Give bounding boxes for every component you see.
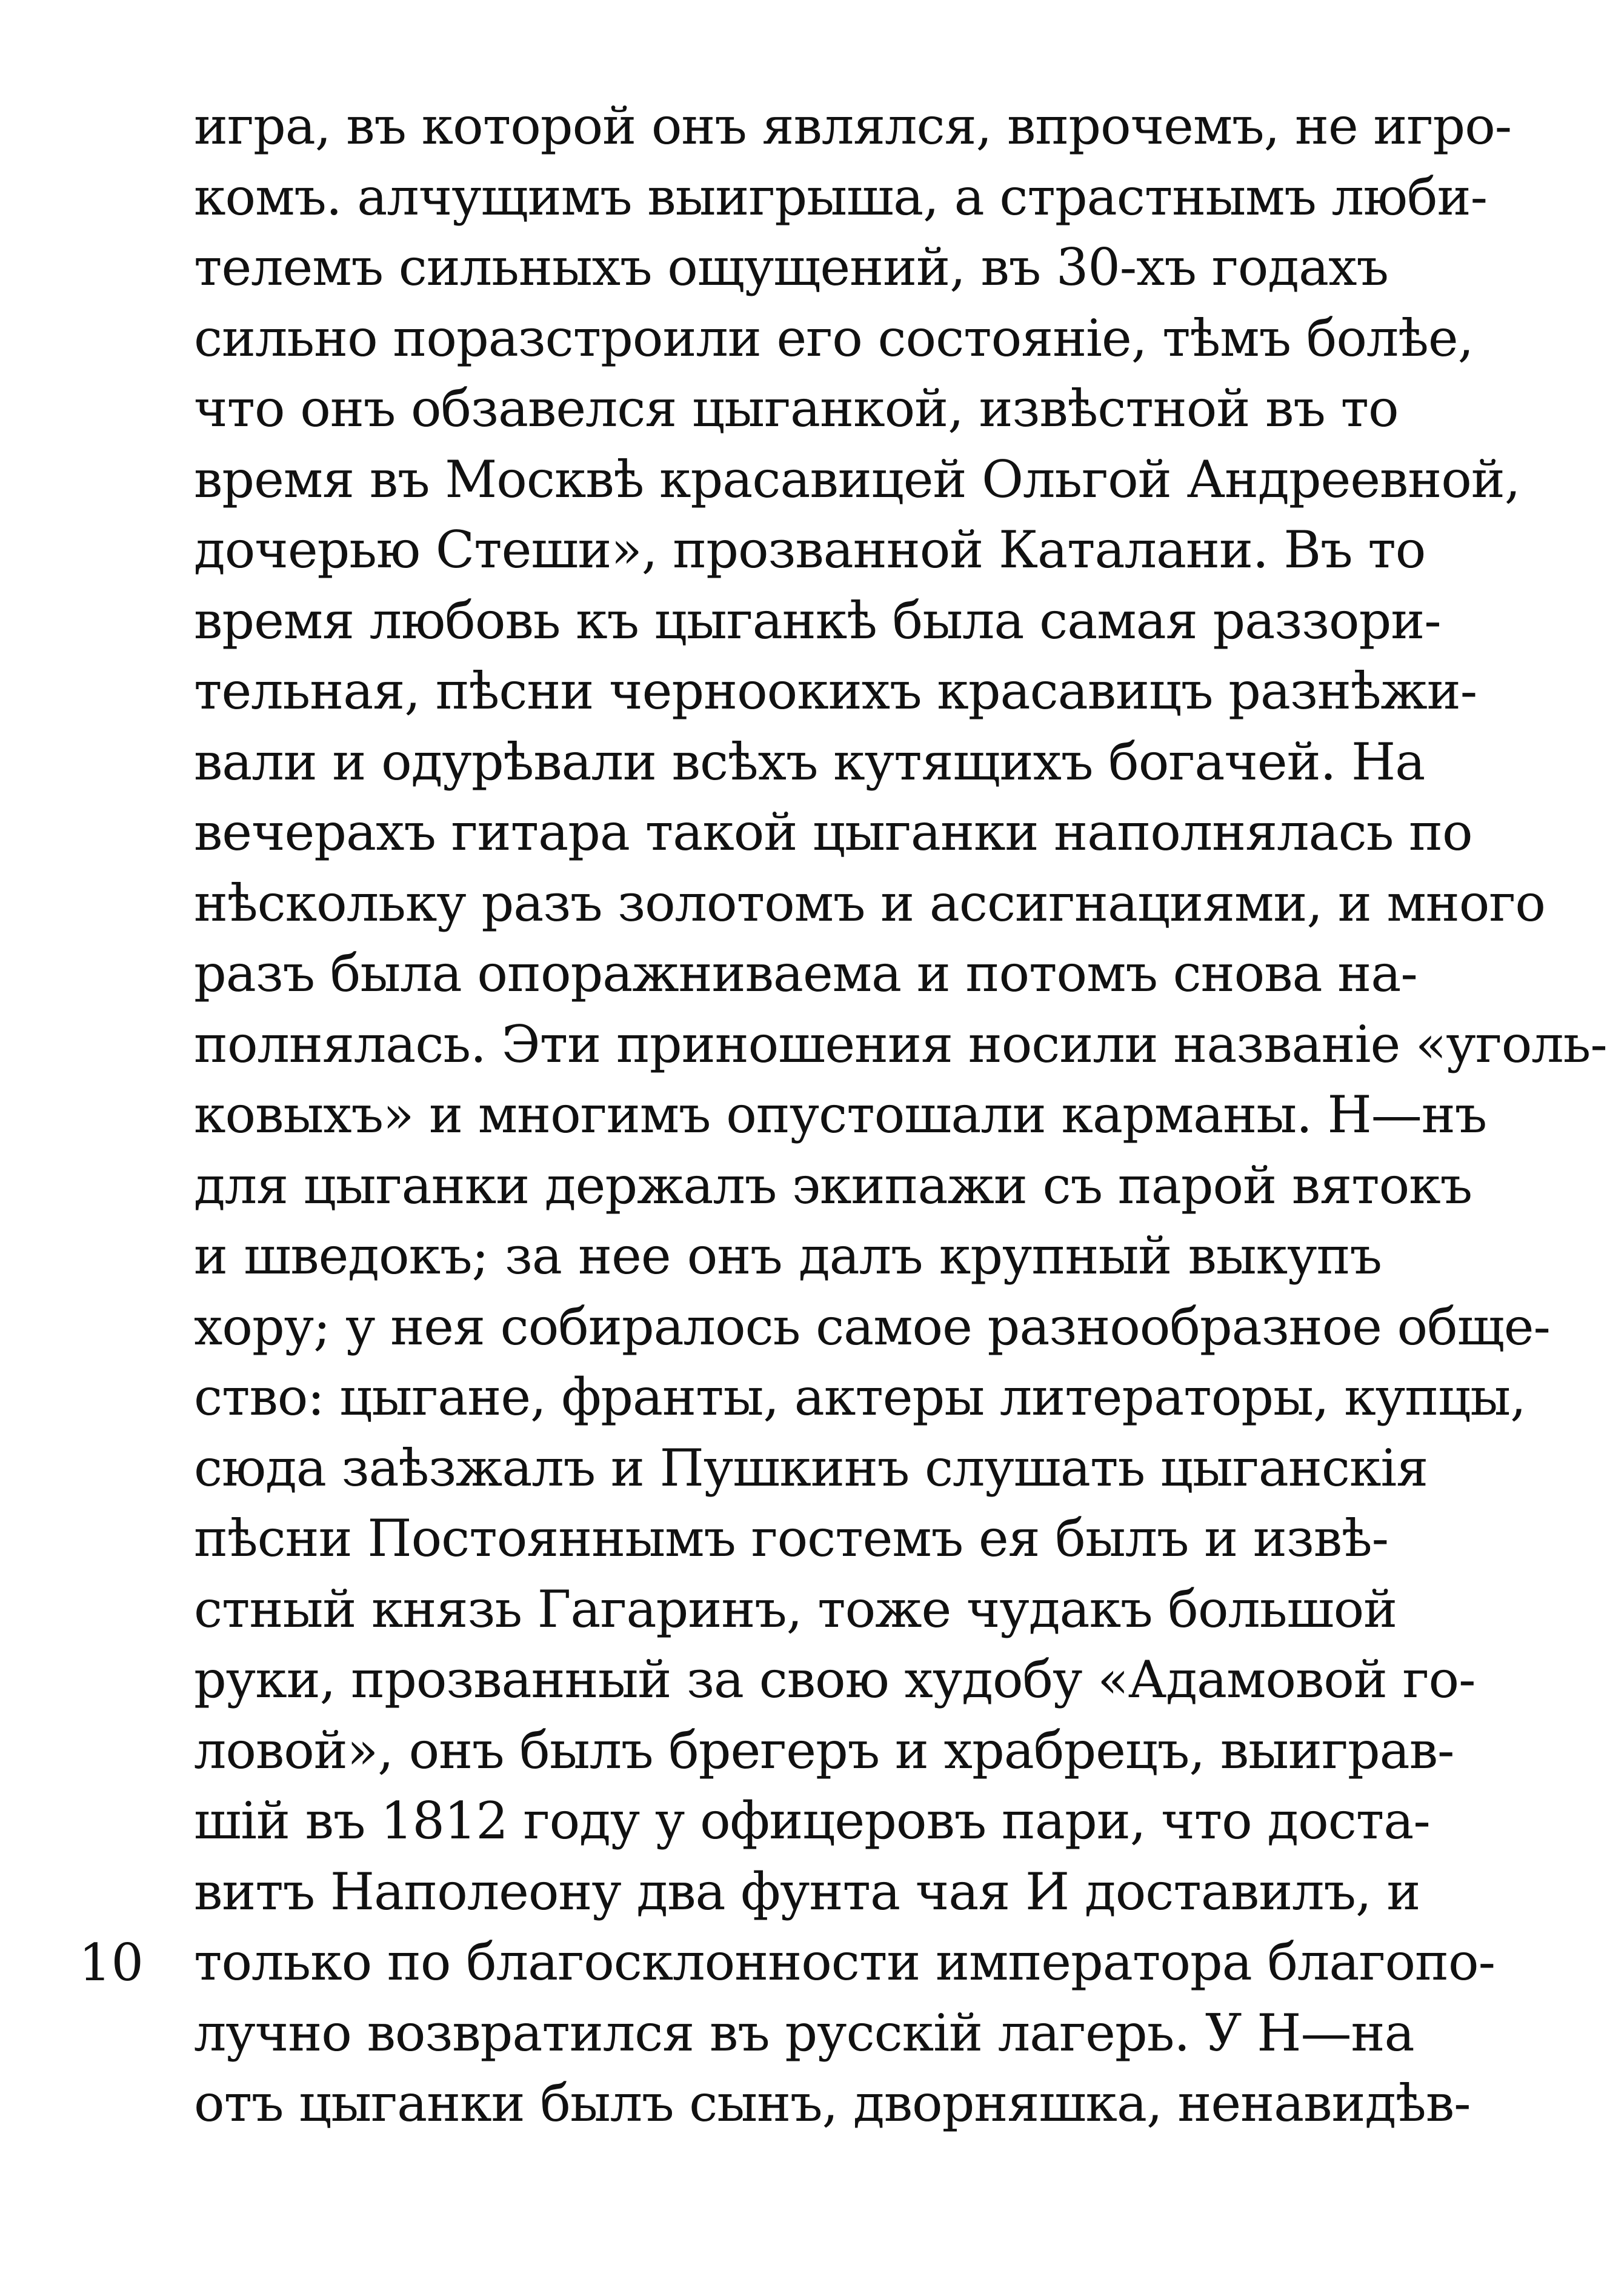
- text-line: сюда заѣзжалъ и Пушкинъ слушать цыганскія: [194, 1438, 1428, 1498]
- text-line: ковыхъ» и многимъ опустошали карманы. Н—нъ: [194, 1085, 1487, 1144]
- text-line: для цыганки держалъ экипажи съ парой вятокъ: [194, 1155, 1472, 1215]
- text-line: хору; у нея собиралось самое разнообразное обще-: [194, 1297, 1550, 1357]
- text-line: руки, прозванный за свою худобу «Адамовой го-: [194, 1650, 1476, 1709]
- text-line: пѣсни Постояннымъ гостемъ ея былъ и извѣ-: [194, 1509, 1389, 1568]
- text-line: только по благосклонности императора благопо-: [194, 1932, 1495, 1992]
- text-line: лучно возвратился въ русскій лагерь. У Н—на: [194, 2003, 1414, 2063]
- text-line: нѣскольку разъ золотомъ и ассигнациями, и много: [194, 873, 1545, 933]
- text-line: тельная, пѣсни черноокихъ красавицъ разнѣжи-: [194, 661, 1477, 721]
- text-line: игра, въ которой онъ являлся, впрочемъ, не игро-: [194, 96, 1512, 156]
- text-line: ловой», онъ былъ брегеръ и храбрецъ, выиграв-: [194, 1720, 1454, 1780]
- text-line: вали и одурѣвали всѣхъ кутящихъ богачей. На: [194, 732, 1425, 792]
- text-line: телемъ сильныхъ ощущений, въ 30-хъ годахъ: [194, 238, 1388, 297]
- text-line: и шведокъ; за нее онъ далъ крупный выкупъ: [194, 1226, 1382, 1286]
- text-line: отъ цыганки былъ сынъ, дворняшка, ненавидѣв-: [194, 2074, 1471, 2133]
- text-line: шій въ 1812 году у офицеровъ пари, что доста-: [194, 1791, 1430, 1850]
- text-line: стный князь Гагаринъ, тоже чудакъ большой: [194, 1579, 1397, 1639]
- text-line: время въ Москвѣ красавицей Ольгой Андреевной,: [194, 449, 1520, 509]
- text-line: дочерью Стеши», прозванной Каталани. Въ то: [194, 520, 1426, 579]
- text-line: вечерахъ гитара такой цыганки наполнялась по: [194, 803, 1472, 862]
- text-line: ство: цыгане, франты, актеры литераторы, купцы,: [194, 1367, 1526, 1427]
- text-line: комъ. алчущимъ выигрыша, а страстнымъ люби-: [194, 167, 1487, 227]
- text-line: витъ Наполеону два фунта чая И доставилъ, и: [194, 1861, 1420, 1921]
- text-line: сильно поразстроили его состояніе, тѣмъ болѣе,: [194, 308, 1474, 368]
- page-text-body: [194, 91, 1607, 2139]
- text-line: полнялась. Эти приношения носили названіе «уголь-: [194, 1014, 1607, 1074]
- text-line: время любовь къ цыганкѣ была самая раззори-: [194, 590, 1441, 650]
- text-line: разъ была опоражниваема и потомъ снова на-: [194, 944, 1417, 1003]
- margin-line-number: 10: [79, 1933, 144, 1992]
- text-line: что онъ обзавелся цыганкой, извѣстной въ то: [194, 379, 1399, 438]
